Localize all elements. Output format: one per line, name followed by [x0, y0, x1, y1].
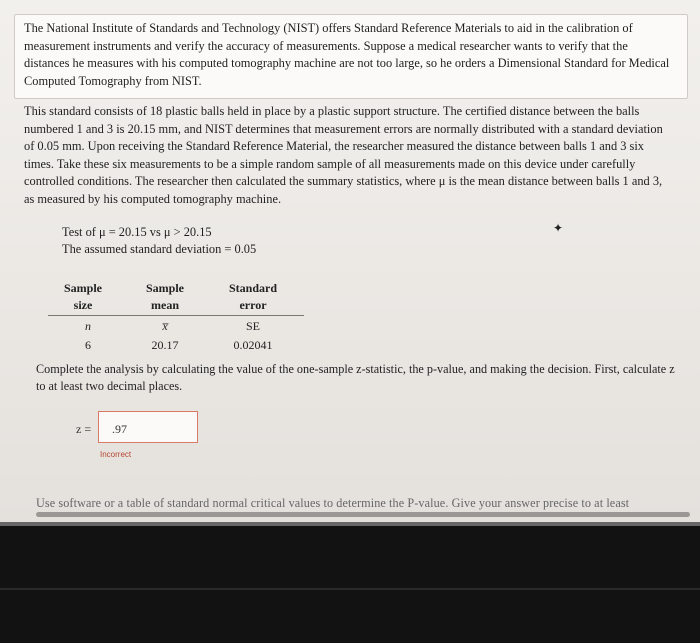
symbol-n: n [85, 319, 91, 333]
hypothesis-test: Test of μ = 20.15 vs μ > 20.15 [62, 225, 212, 239]
symbol-se: SE [245, 319, 260, 333]
device-bezel [0, 526, 700, 643]
bezel-line [0, 588, 700, 590]
mouse-cursor-icon: ✦ [553, 221, 564, 235]
instructions: Complete the analysis by calculating the value of the one-sample z-statistic, the p-value, and making the decision. First, calculate z to at least two decimal places. [36, 362, 675, 393]
z-label: z = [76, 422, 92, 436]
table-rule [48, 315, 304, 316]
symbol-xbar: x̅ [162, 319, 168, 333]
header-standard-error: Standard error [228, 281, 278, 312]
summary-table [48, 280, 304, 356]
cutoff-instructions: Use software or a table of standard normal critical values to determine the P-value. Give your answer precise to at least [36, 496, 630, 510]
z-input[interactable]: .97 [98, 411, 198, 443]
header-sample-size: Sample size [63, 281, 102, 312]
value-se: 0.02041 [233, 338, 273, 352]
header-sample-mean: Sample mean [145, 281, 184, 312]
horizontal-scrollbar[interactable] [36, 512, 690, 517]
incorrect-status: Incorrect [100, 450, 132, 459]
detail-paragraph: This standard consists of 18 plastic balls held in place by a plastic support structure. The certified distance between the balls numbered 1 and 3 is 20.15 mm, and NIST determines that measurement errors are normally distributed with a standard deviation of 0.05 mm. Upon receiving the Standard Reference Material, the researcher measured the distance between balls 1 and 3 six times. Take these six measurements to be a simple random sample of all measurements made on this device under carefully controlled conditions. The researcher then calculated the summary statistics, where μ is the mean distance between balls 1 and 3, as measured by his computed tomography machine. [24, 104, 663, 206]
hypothesis-block [62, 224, 256, 258]
value-mean: 20.17 [151, 338, 179, 352]
value-n: 6 [85, 338, 91, 352]
intro-paragraph: The National Institute of Standards and Technology (NIST) offers Standard Reference Materials to aid in the calibration of measurement instruments and verify the accuracy of measurements. Suppose a medical researcher wants to verify that the distances he measures with his computed tomography machine are not too large, so he orders a Dimensional Standard for Medical Computed Tomography from NIST. [24, 21, 670, 88]
assumed-sd: The assumed standard deviation = 0.05 [62, 242, 257, 256]
